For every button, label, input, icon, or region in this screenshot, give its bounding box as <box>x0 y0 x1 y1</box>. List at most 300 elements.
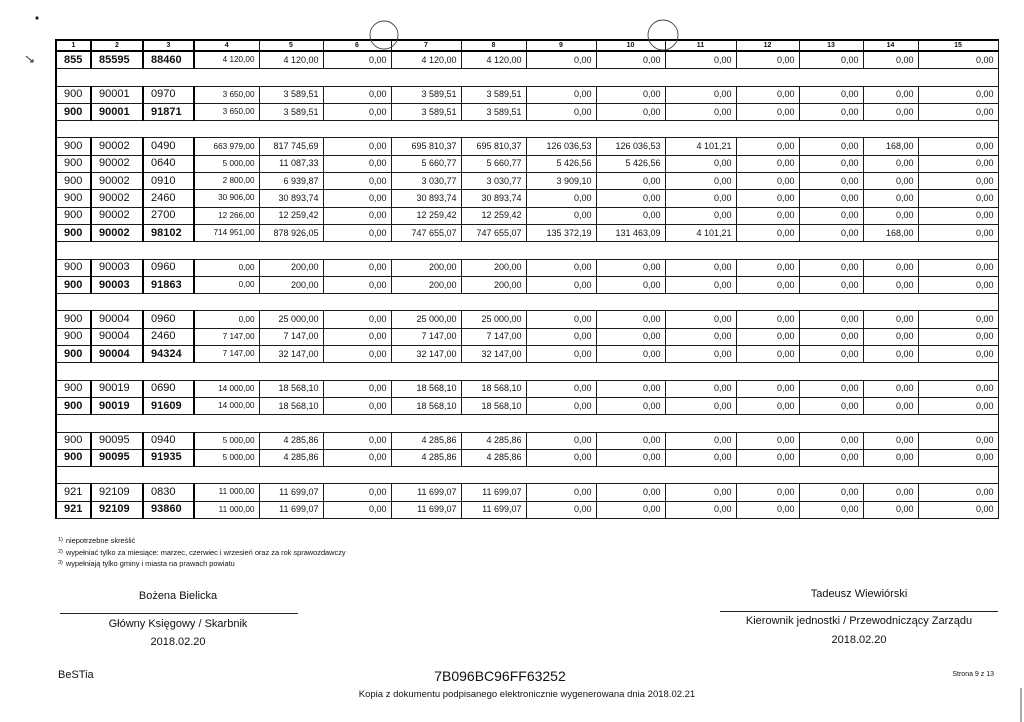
cell-col-7: 3 030,77 <box>391 173 461 190</box>
cell-col-11: 0,00 <box>665 328 736 345</box>
table-row <box>56 173 998 190</box>
table-summary-row <box>56 224 998 241</box>
cell-col-15: 0,00 <box>918 259 998 276</box>
unit-head-signature-line <box>720 611 998 612</box>
cell-col-4: 30 906,00 <box>194 190 259 207</box>
cell-col-4: 4 120,00 <box>194 51 259 69</box>
cell-col-10: 5 426,56 <box>596 155 665 172</box>
cell-col-7: 18 568,10 <box>391 380 461 397</box>
cell-col-9: 0,00 <box>526 51 596 69</box>
footnote-mark: 3) <box>58 560 63 566</box>
cell-col-6: 0,00 <box>323 86 391 103</box>
cell-col-15: 0,00 <box>918 86 998 103</box>
cell-col-11: 0,00 <box>665 51 736 69</box>
table-summary-row <box>56 346 998 363</box>
cell-col-13: 0,00 <box>799 311 863 328</box>
cell-col-12: 0,00 <box>736 311 799 328</box>
cell-col-14: 0,00 <box>863 501 918 518</box>
cell-col-5: 3 589,51 <box>259 86 323 103</box>
cell-col-1: 900 <box>56 311 91 328</box>
cell-col-6: 0,00 <box>323 259 391 276</box>
cell-col-10: 0,00 <box>596 449 665 466</box>
cell-col-14: 0,00 <box>863 397 918 414</box>
table-header-row <box>56 40 998 51</box>
cell-col-13: 0,00 <box>799 155 863 172</box>
cell-col-9: 0,00 <box>526 86 596 103</box>
cell-col-8: 5 660,77 <box>461 155 526 172</box>
cell-col-10: 0,00 <box>596 311 665 328</box>
cell-col-15: 0,00 <box>918 190 998 207</box>
cell-col-9: 0,00 <box>526 207 596 224</box>
cell-col-11: 0,00 <box>665 501 736 518</box>
cell-col-13: 0,00 <box>799 432 863 449</box>
group-separator <box>56 242 998 259</box>
cell-col-2: 90004 <box>91 346 143 363</box>
cell-col-11: 0,00 <box>665 311 736 328</box>
cell-col-5: 4 120,00 <box>259 51 323 69</box>
cell-col-11: 0,00 <box>665 397 736 414</box>
cell-col-14: 0,00 <box>863 328 918 345</box>
cell-col-11: 0,00 <box>665 484 736 501</box>
group-separator <box>56 415 998 432</box>
cell-col-5: 200,00 <box>259 276 323 293</box>
cell-col-10: 0,00 <box>596 501 665 518</box>
cell-col-12: 0,00 <box>736 328 799 345</box>
cell-col-13: 0,00 <box>799 501 863 518</box>
cell-col-4: 12 266,00 <box>194 207 259 224</box>
cell-col-7: 695 810,37 <box>391 138 461 155</box>
cell-col-1: 900 <box>56 397 91 414</box>
cell-col-8: 7 147,00 <box>461 328 526 345</box>
cell-col-12: 0,00 <box>736 259 799 276</box>
cell-col-2: 92109 <box>91 501 143 518</box>
column-number-14: 14 <box>863 40 918 51</box>
cell-col-10: 0,00 <box>596 86 665 103</box>
cell-col-3: 91609 <box>143 397 194 414</box>
cell-col-6: 0,00 <box>323 173 391 190</box>
cell-col-1: 900 <box>56 138 91 155</box>
cell-col-12: 0,00 <box>736 224 799 241</box>
cell-col-3: 2700 <box>143 207 194 224</box>
cell-col-3: 0970 <box>143 86 194 103</box>
table-row <box>56 138 998 155</box>
cell-col-12: 0,00 <box>736 501 799 518</box>
cell-col-5: 32 147,00 <box>259 346 323 363</box>
cell-col-10: 0,00 <box>596 259 665 276</box>
cell-col-1: 900 <box>56 380 91 397</box>
cell-col-1: 900 <box>56 155 91 172</box>
cell-col-3: 91871 <box>143 103 194 120</box>
cell-col-13: 0,00 <box>799 86 863 103</box>
cell-col-11: 0,00 <box>665 155 736 172</box>
cell-col-15: 0,00 <box>918 501 998 518</box>
cell-col-15: 0,00 <box>918 173 998 190</box>
report-table-body <box>56 40 998 519</box>
cell-col-6: 0,00 <box>323 155 391 172</box>
cell-col-11: 4 101,21 <box>665 224 736 241</box>
cell-col-11: 0,00 <box>665 346 736 363</box>
cell-col-4: 0,00 <box>194 311 259 328</box>
cell-col-6: 0,00 <box>323 380 391 397</box>
cell-col-5: 25 000,00 <box>259 311 323 328</box>
cell-col-6: 0,00 <box>323 276 391 293</box>
footnote-text: niepotrzebne skreślić <box>65 536 136 545</box>
cell-col-15: 0,00 <box>918 346 998 363</box>
chief-accountant-role: Główny Księgowy / Skarbnik <box>108 618 248 630</box>
cell-col-12: 0,00 <box>736 397 799 414</box>
cell-col-10: 0,00 <box>596 207 665 224</box>
group-separator-cell <box>56 294 998 311</box>
cell-col-13: 0,00 <box>799 138 863 155</box>
cell-col-3: 98102 <box>143 224 194 241</box>
table-summary-row <box>56 51 998 69</box>
cell-col-15: 0,00 <box>918 207 998 224</box>
chief-accountant-signature-line <box>60 613 298 614</box>
cell-col-1: 900 <box>56 173 91 190</box>
cell-col-12: 0,00 <box>736 380 799 397</box>
cell-col-6: 0,00 <box>323 224 391 241</box>
cell-col-4: 5 000,00 <box>194 155 259 172</box>
cell-col-15: 0,00 <box>918 484 998 501</box>
cell-col-7: 5 660,77 <box>391 155 461 172</box>
cell-col-14: 0,00 <box>863 311 918 328</box>
column-number-15: 15 <box>918 40 998 51</box>
cell-col-15: 0,00 <box>918 138 998 155</box>
cell-col-5: 3 589,51 <box>259 103 323 120</box>
column-number-9: 9 <box>526 40 596 51</box>
cell-col-9: 0,00 <box>526 103 596 120</box>
cell-col-5: 7 147,00 <box>259 328 323 345</box>
cell-col-6: 0,00 <box>323 138 391 155</box>
cell-col-13: 0,00 <box>799 173 863 190</box>
cell-col-6: 0,00 <box>323 449 391 466</box>
cell-col-7: 4 285,86 <box>391 432 461 449</box>
cell-col-10: 0,00 <box>596 346 665 363</box>
cell-col-7: 25 000,00 <box>391 311 461 328</box>
cell-col-4: 14 000,00 <box>194 380 259 397</box>
cell-col-3: 0960 <box>143 311 194 328</box>
cell-col-6: 0,00 <box>323 51 391 69</box>
cell-col-8: 18 568,10 <box>461 380 526 397</box>
cell-col-8: 4 120,00 <box>461 51 526 69</box>
cell-col-15: 0,00 <box>918 51 998 69</box>
cell-col-8: 3 589,51 <box>461 103 526 120</box>
cell-col-14: 0,00 <box>863 190 918 207</box>
footnote-1 <box>58 535 346 547</box>
cell-col-7: 200,00 <box>391 276 461 293</box>
cell-col-2: 90003 <box>91 259 143 276</box>
cell-col-12: 0,00 <box>736 155 799 172</box>
cell-col-3: 2460 <box>143 190 194 207</box>
cell-col-13: 0,00 <box>799 190 863 207</box>
cell-col-12: 0,00 <box>736 276 799 293</box>
cell-col-14: 168,00 <box>863 138 918 155</box>
cell-col-12: 0,00 <box>736 207 799 224</box>
cell-col-14: 0,00 <box>863 51 918 69</box>
cell-col-10: 0,00 <box>596 328 665 345</box>
cell-col-14: 0,00 <box>863 484 918 501</box>
cell-col-2: 90002 <box>91 207 143 224</box>
system-name: BeSTia <box>58 669 94 681</box>
cell-col-2: 90002 <box>91 224 143 241</box>
cell-col-6: 0,00 <box>323 484 391 501</box>
cell-col-11: 0,00 <box>665 103 736 120</box>
cell-col-9: 135 372,19 <box>526 224 596 241</box>
footnote-mark: 1) <box>58 537 63 543</box>
cell-col-3: 91863 <box>143 276 194 293</box>
column-number-8: 8 <box>461 40 526 51</box>
cell-col-5: 12 259,42 <box>259 207 323 224</box>
unit-head-date: 2018.02.20 <box>831 634 887 646</box>
table-summary-row <box>56 501 998 518</box>
footnotes <box>58 535 346 570</box>
cell-col-8: 4 285,86 <box>461 449 526 466</box>
cell-col-9: 0,00 <box>526 190 596 207</box>
cell-col-13: 0,00 <box>799 328 863 345</box>
page-number: Strona 9 z 13 <box>952 671 994 678</box>
cell-col-4: 11 000,00 <box>194 501 259 518</box>
cell-col-3: 0940 <box>143 432 194 449</box>
scan-mark <box>26 56 33 62</box>
footnote-text: wypełniają tylko gminy i miasta na prawach powiatu <box>65 559 235 568</box>
group-separator <box>56 467 998 484</box>
cell-col-14: 0,00 <box>863 207 918 224</box>
cell-col-1: 900 <box>56 207 91 224</box>
group-separator-cell <box>56 415 998 432</box>
cell-col-11: 0,00 <box>665 380 736 397</box>
group-separator-cell <box>56 363 998 380</box>
table-row <box>56 380 998 397</box>
cell-col-12: 0,00 <box>736 51 799 69</box>
cell-col-2: 85595 <box>91 51 143 69</box>
cell-col-13: 0,00 <box>799 259 863 276</box>
cell-col-2: 92109 <box>91 484 143 501</box>
cell-col-10: 131 463,09 <box>596 224 665 241</box>
cell-col-15: 0,00 <box>918 103 998 120</box>
cell-col-13: 0,00 <box>799 276 863 293</box>
column-number-11: 11 <box>665 40 736 51</box>
cell-col-12: 0,00 <box>736 346 799 363</box>
column-number-3: 3 <box>143 40 194 51</box>
cell-col-4: 14 000,00 <box>194 397 259 414</box>
cell-col-8: 18 568,10 <box>461 397 526 414</box>
column-number-1: 1 <box>56 40 91 51</box>
cell-col-10: 0,00 <box>596 397 665 414</box>
unit-head-role: Kierownik jednostki / Przewodniczący Zarządu <box>745 615 973 627</box>
table-row <box>56 207 998 224</box>
cell-col-7: 3 589,51 <box>391 86 461 103</box>
cell-col-9: 5 426,56 <box>526 155 596 172</box>
scan-dot <box>35 16 38 19</box>
cell-col-4: 0,00 <box>194 276 259 293</box>
cell-col-14: 0,00 <box>863 103 918 120</box>
cell-col-9: 0,00 <box>526 276 596 293</box>
cell-col-2: 90003 <box>91 276 143 293</box>
cell-col-12: 0,00 <box>736 432 799 449</box>
chief-accountant-name: Bożena Bielicka <box>138 590 218 602</box>
cell-col-3: 94324 <box>143 346 194 363</box>
cell-col-4: 11 000,00 <box>194 484 259 501</box>
group-separator-cell <box>56 69 998 86</box>
table-row <box>56 86 998 103</box>
cell-col-2: 90002 <box>91 173 143 190</box>
cell-col-12: 0,00 <box>736 173 799 190</box>
cell-col-13: 0,00 <box>799 397 863 414</box>
footnote-2 <box>58 547 346 559</box>
column-number-13: 13 <box>799 40 863 51</box>
cell-col-10: 0,00 <box>596 173 665 190</box>
table-row <box>56 311 998 328</box>
chief-accountant-date: 2018.02.20 <box>150 636 206 648</box>
cell-col-11: 0,00 <box>665 432 736 449</box>
cell-col-1: 900 <box>56 432 91 449</box>
cell-col-6: 0,00 <box>323 501 391 518</box>
cell-col-14: 168,00 <box>863 224 918 241</box>
cell-col-10: 0,00 <box>596 276 665 293</box>
footnote-mark: 2) <box>58 548 63 555</box>
cell-col-9: 0,00 <box>526 432 596 449</box>
cell-col-2: 90095 <box>91 432 143 449</box>
column-number-6: 6 <box>323 40 391 51</box>
table-summary-row <box>56 449 998 466</box>
cell-col-5: 4 285,86 <box>259 449 323 466</box>
cell-col-8: 3 589,51 <box>461 86 526 103</box>
cell-col-8: 200,00 <box>461 276 526 293</box>
cell-col-1: 855 <box>56 51 91 69</box>
cell-col-14: 0,00 <box>863 259 918 276</box>
cell-col-6: 0,00 <box>323 432 391 449</box>
cell-col-4: 663 979,00 <box>194 138 259 155</box>
cell-col-4: 0,00 <box>194 259 259 276</box>
cell-col-1: 900 <box>56 328 91 345</box>
cell-col-2: 90001 <box>91 103 143 120</box>
cell-col-8: 200,00 <box>461 259 526 276</box>
cell-col-6: 0,00 <box>323 397 391 414</box>
cell-col-13: 0,00 <box>799 224 863 241</box>
cell-col-9: 0,00 <box>526 259 596 276</box>
column-number-2: 2 <box>91 40 143 51</box>
cell-col-5: 4 285,86 <box>259 432 323 449</box>
group-separator-cell <box>56 121 998 138</box>
cell-col-1: 900 <box>56 259 91 276</box>
cell-col-1: 900 <box>56 276 91 293</box>
cell-col-12: 0,00 <box>736 103 799 120</box>
table-row <box>56 484 998 501</box>
cell-col-15: 0,00 <box>918 224 998 241</box>
cell-col-14: 0,00 <box>863 449 918 466</box>
cell-col-6: 0,00 <box>323 328 391 345</box>
footnote-text: wypełniać tylko za miesiące: marzec, czerwiec i wrzesień oraz za rok sprawozdawczy <box>65 547 346 557</box>
group-separator <box>56 363 998 380</box>
cell-col-11: 0,00 <box>665 276 736 293</box>
table-row <box>56 190 998 207</box>
cell-col-4: 2 800,00 <box>194 173 259 190</box>
cell-col-3: 0910 <box>143 173 194 190</box>
unit-head-name: Tadeusz Wiewiórski <box>810 588 908 600</box>
cell-col-11: 4 101,21 <box>665 138 736 155</box>
cell-col-4: 7 147,00 <box>194 346 259 363</box>
table-row <box>56 155 998 172</box>
table-summary-row <box>56 276 998 293</box>
cell-col-8: 3 030,77 <box>461 173 526 190</box>
cell-col-4: 3 650,00 <box>194 86 259 103</box>
cell-col-10: 0,00 <box>596 190 665 207</box>
cell-col-12: 0,00 <box>736 86 799 103</box>
cell-col-15: 0,00 <box>918 311 998 328</box>
table-row <box>56 432 998 449</box>
cell-col-7: 11 699,07 <box>391 501 461 518</box>
cell-col-8: 4 285,86 <box>461 432 526 449</box>
cell-col-3: 0690 <box>143 380 194 397</box>
group-separator-cell <box>56 467 998 484</box>
cell-col-13: 0,00 <box>799 449 863 466</box>
cell-col-2: 90002 <box>91 138 143 155</box>
cell-col-11: 0,00 <box>665 449 736 466</box>
cell-col-7: 200,00 <box>391 259 461 276</box>
column-number-7: 7 <box>391 40 461 51</box>
cell-col-13: 0,00 <box>799 51 863 69</box>
cell-col-2: 90002 <box>91 190 143 207</box>
cell-col-6: 0,00 <box>323 207 391 224</box>
cell-col-5: 817 745,69 <box>259 138 323 155</box>
cell-col-11: 0,00 <box>665 173 736 190</box>
cell-col-2: 90001 <box>91 86 143 103</box>
cell-col-9: 0,00 <box>526 380 596 397</box>
cell-col-1: 900 <box>56 224 91 241</box>
cell-col-11: 0,00 <box>665 86 736 103</box>
cell-col-15: 0,00 <box>918 276 998 293</box>
cell-col-8: 747 655,07 <box>461 224 526 241</box>
cell-col-13: 0,00 <box>799 346 863 363</box>
cell-col-2: 90095 <box>91 449 143 466</box>
cell-col-14: 0,00 <box>863 380 918 397</box>
cell-col-9: 0,00 <box>526 501 596 518</box>
cell-col-11: 0,00 <box>665 190 736 207</box>
footnote-3 <box>58 558 346 570</box>
cell-col-7: 18 568,10 <box>391 397 461 414</box>
cell-col-15: 0,00 <box>918 449 998 466</box>
cell-col-14: 0,00 <box>863 346 918 363</box>
cell-col-8: 12 259,42 <box>461 207 526 224</box>
column-number-12: 12 <box>736 40 799 51</box>
table-summary-row <box>56 397 998 414</box>
table-row <box>56 259 998 276</box>
cell-col-6: 0,00 <box>323 346 391 363</box>
cell-col-5: 878 926,05 <box>259 224 323 241</box>
cell-col-12: 0,00 <box>736 138 799 155</box>
cell-col-1: 921 <box>56 501 91 518</box>
cell-col-11: 0,00 <box>665 207 736 224</box>
cell-col-1: 900 <box>56 103 91 120</box>
cell-col-3: 0640 <box>143 155 194 172</box>
cell-col-6: 0,00 <box>323 103 391 120</box>
cell-col-4: 5 000,00 <box>194 432 259 449</box>
cell-col-5: 11 087,33 <box>259 155 323 172</box>
cell-col-14: 0,00 <box>863 432 918 449</box>
cell-col-5: 11 699,07 <box>259 484 323 501</box>
cell-col-13: 0,00 <box>799 103 863 120</box>
cell-col-14: 0,00 <box>863 155 918 172</box>
cell-col-9: 0,00 <box>526 328 596 345</box>
cell-col-3: 93860 <box>143 501 194 518</box>
cell-col-3: 0830 <box>143 484 194 501</box>
cell-col-12: 0,00 <box>736 484 799 501</box>
cell-col-13: 0,00 <box>799 380 863 397</box>
cell-col-8: 30 893,74 <box>461 190 526 207</box>
cell-col-3: 0490 <box>143 138 194 155</box>
cell-col-10: 126 036,53 <box>596 138 665 155</box>
cell-col-11: 0,00 <box>665 259 736 276</box>
